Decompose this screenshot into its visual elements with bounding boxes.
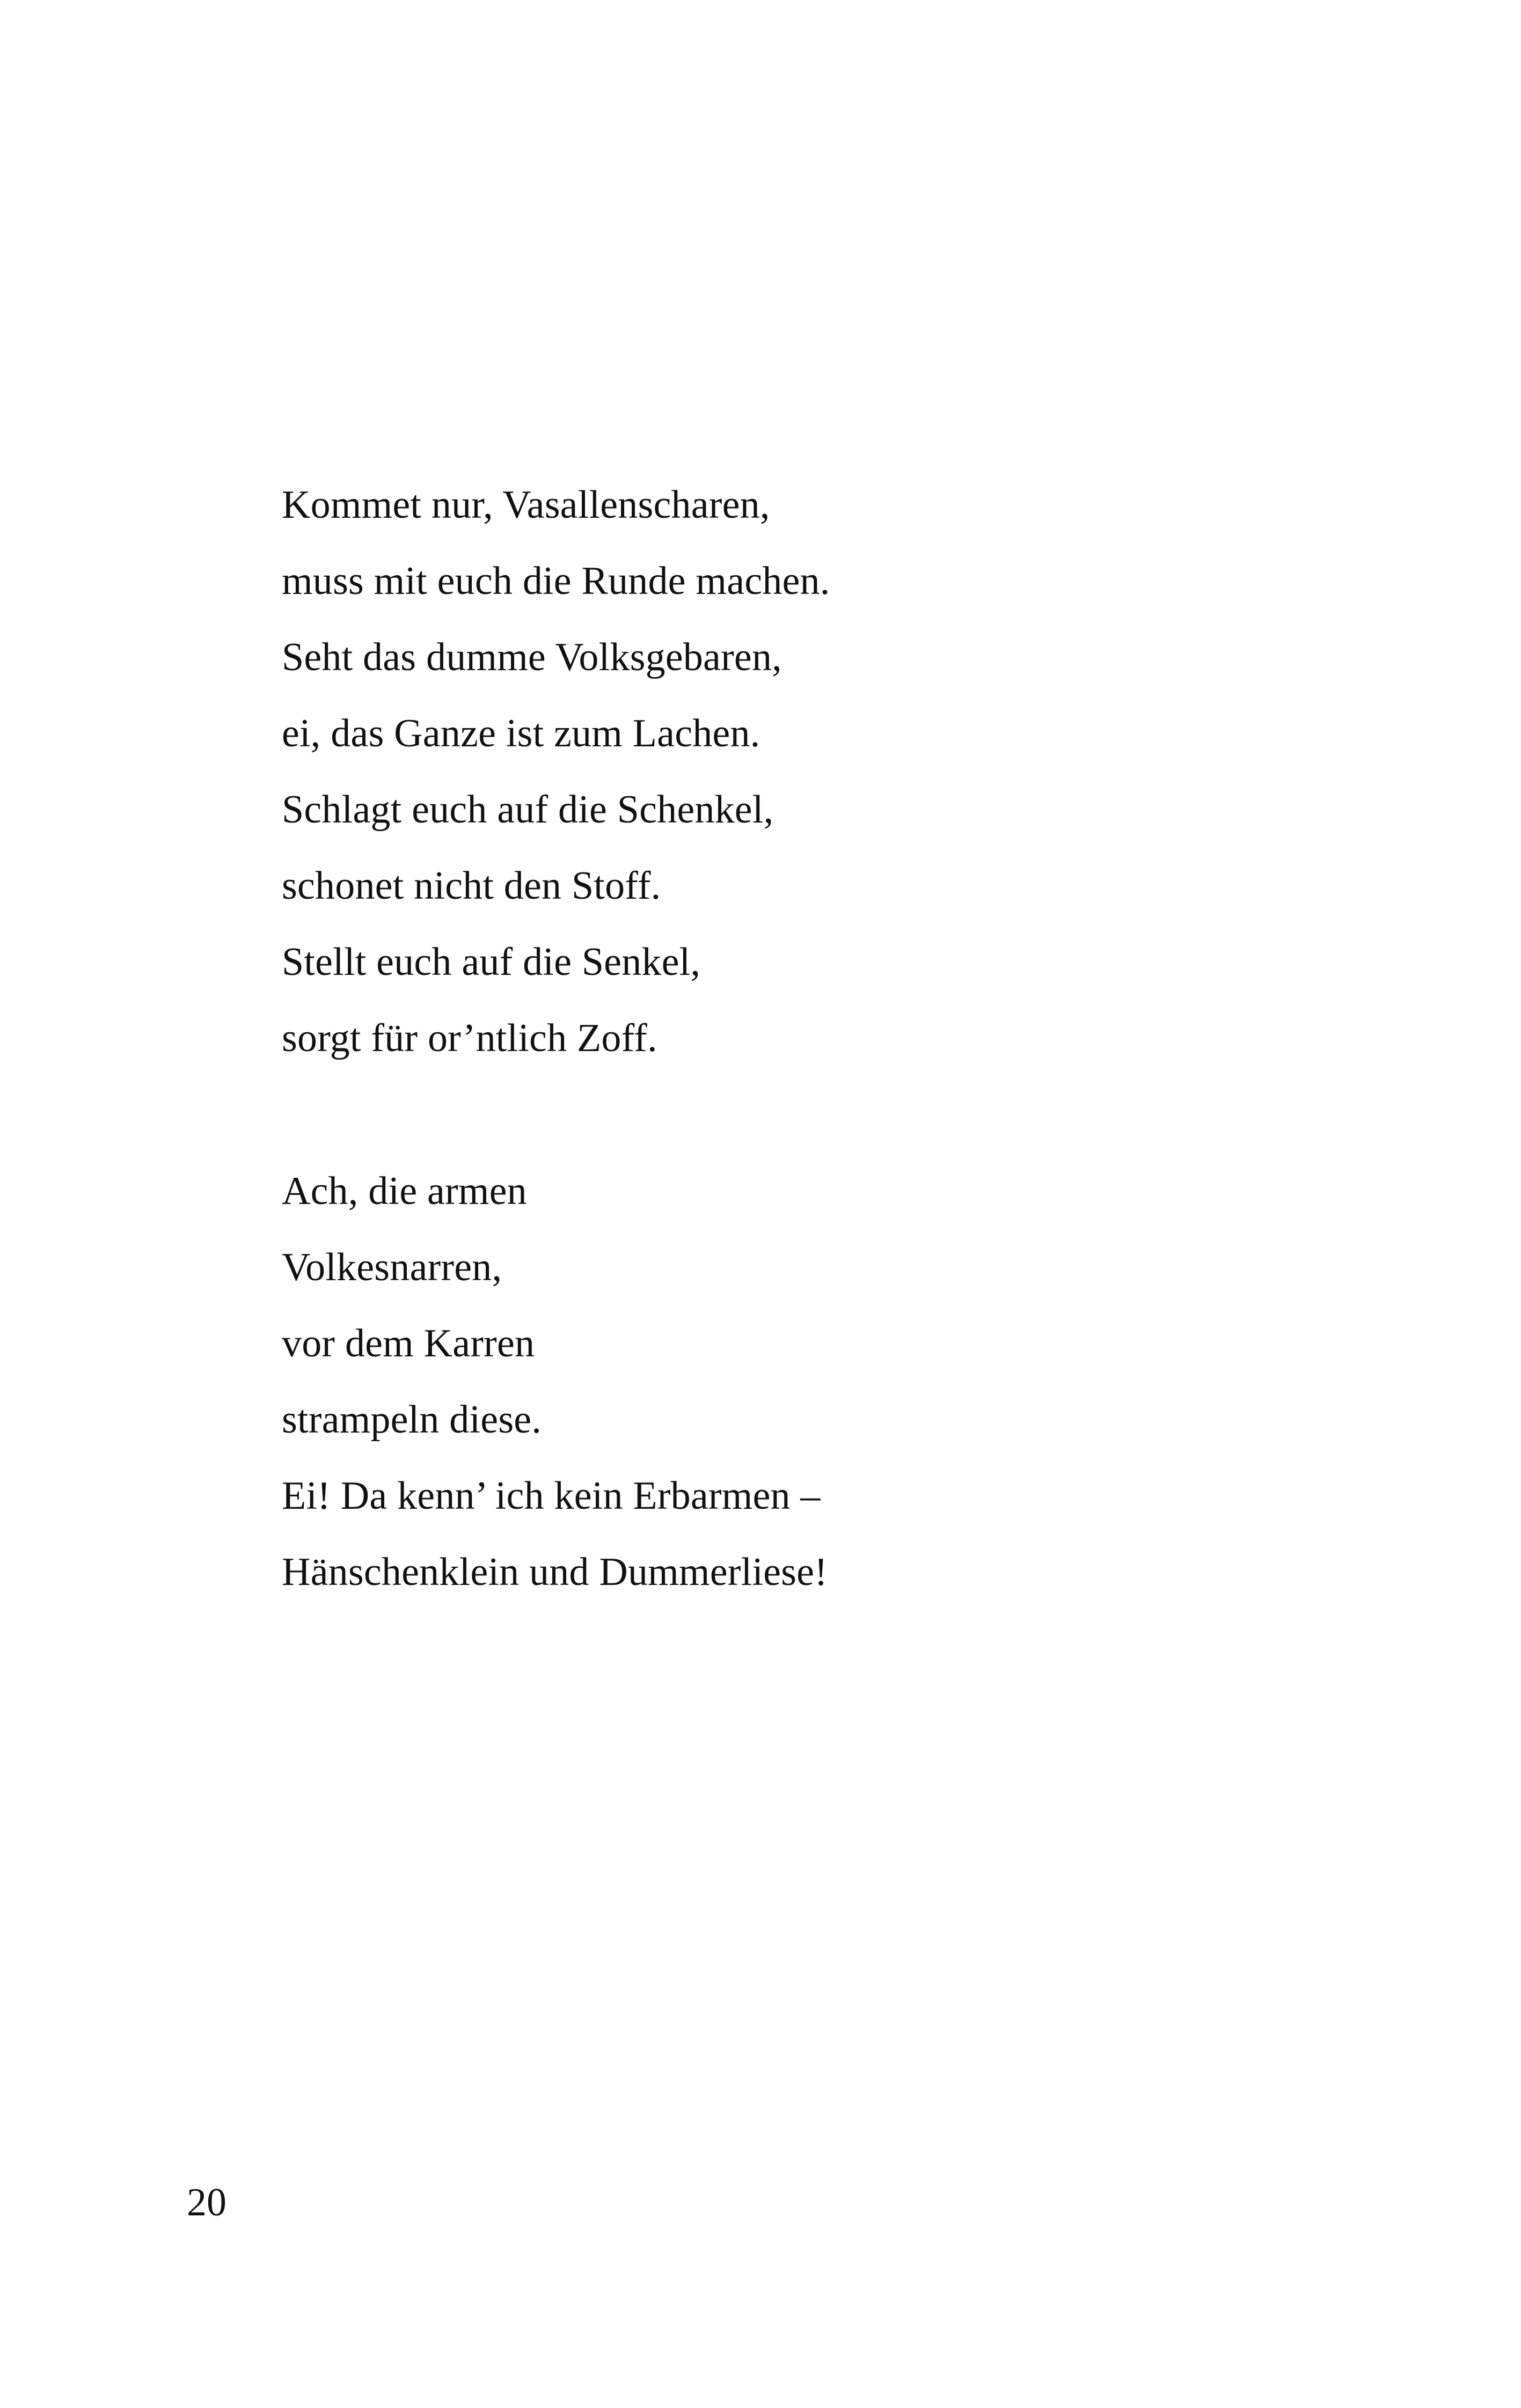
poem-line: strampeln diese. (282, 1398, 542, 1442)
stanza-1 (282, 467, 1409, 1076)
poem-line: Hänschenklein und Dummerliese! (282, 1550, 828, 1594)
poem-line: sorgt für or’ntlich Zoff. (282, 1016, 657, 1060)
poem-line: ei, das Ganze ist zum Lachen. (282, 711, 760, 755)
poem-line: vor dem Karren (282, 1322, 535, 1365)
poem-line: Stellt euch auf die Senkel, (282, 940, 701, 984)
poem-line: Kommet nur, Vasallenscharen, (282, 483, 770, 527)
poem-line: Ei! Da kenn’ ich kein Erbarmen – (282, 1474, 821, 1518)
poem-line: schonet nicht den Stoff. (282, 864, 661, 908)
poem-line: Volkesnarren, (282, 1245, 502, 1289)
poem-line: Schlagt euch auf die Schenkel, (282, 788, 774, 832)
stanza-2 (282, 1153, 1409, 1610)
poem (282, 467, 1409, 1610)
poem-line: Ach, die armen (282, 1169, 527, 1213)
poem-line: muss mit euch die Runde machen. (282, 559, 830, 603)
poem-line: Seht das dumme Volksgebaren, (282, 635, 782, 679)
page-number: 20 (187, 2181, 226, 2225)
